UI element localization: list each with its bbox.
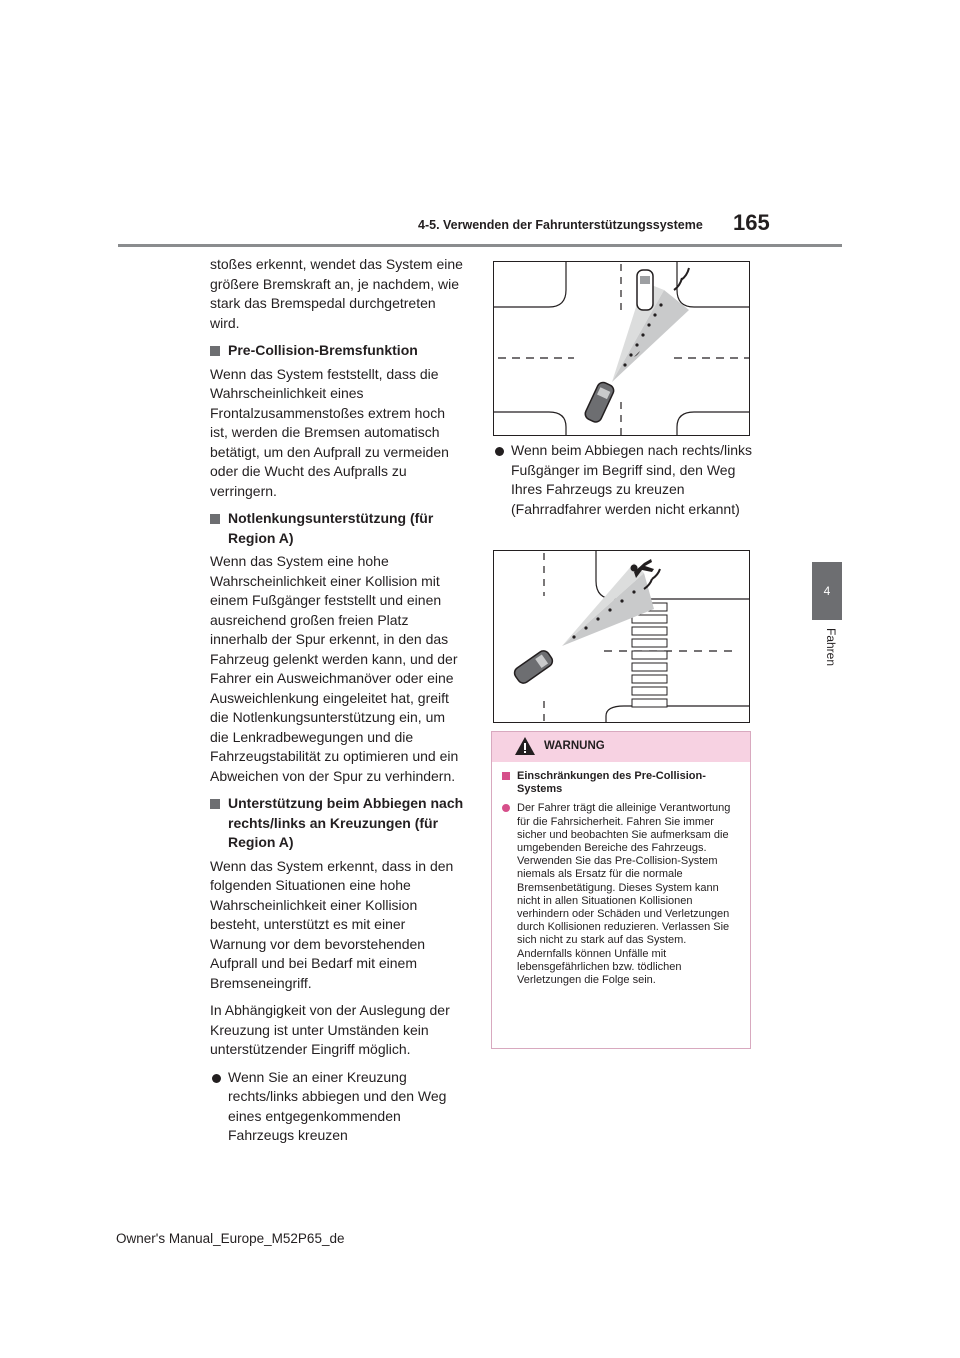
section-heading-text: Unterstützung beim Abbiegen nach rechts/links an Kreuzungen (für Region A) (228, 795, 464, 850)
warning-section-heading (502, 770, 742, 796)
footer-text: Owner's Manual_Europe_M52P65_de (116, 1231, 345, 1246)
section-square-icon (210, 799, 220, 809)
chapter-label: Fahren (824, 628, 838, 667)
bullet-text: Wenn beim Abbiegen nach rechts/links Fußgänger im Begriff sind, den Weg Ihres Fahrzeugs zu kreuzen (Fahrradfahrer werden nicht erkannt) (511, 442, 752, 517)
chapter-tab[interactable]: 4 (812, 562, 842, 620)
section-heading (210, 794, 465, 853)
bullet-dot-icon (212, 1074, 221, 1083)
section-paragraph: Wenn das System erkennt, dass in den folgenden Situationen eine hohe Wahrscheinlichkeit einer Kollision besteht, unterstützt es mit einer Warnung vor dem bevorstehenden Aufprall und bei Bedarf mit einem Bremseneingriff. (210, 857, 454, 991)
section-square-icon (210, 514, 220, 524)
bullet-text: Wenn Sie an einer Kreuzung rechts/links abbiegen und den Weg eines entgegenkommenden Fahrzeugs kreuzen (228, 1068, 447, 1143)
warning-section-text: Einschränkungen des Pre-Collision-Systems (517, 770, 706, 796)
section-paragraph: Wenn das System feststellt, dass die Wahrscheinlichkeit eines Frontalzusammenstoßes extrem hoch ist, werden die Bremsen automatisch betätigt, um den Aufprall zu vermeiden oder die Wucht des Aufpralls zu verringern. (210, 365, 449, 499)
section-heading-text: Pre-Collision-Bremsfunktion (228, 342, 418, 358)
left-column (210, 255, 465, 1154)
warning-triangle-icon (514, 736, 536, 756)
warning-item (502, 802, 742, 987)
section-paragraph: In Abhängigkeit von der Auslegung der Kreuzung ist unter Umständen kein unterstützender Eingriff möglich. (210, 1002, 450, 1057)
warning-square-icon (502, 772, 510, 780)
intersection-pedestrian-figure (493, 550, 750, 723)
warning-header (492, 732, 750, 762)
intersection-oncoming-vehicle-figure (493, 261, 750, 436)
section-square-icon (210, 346, 220, 356)
section-heading-text: Notlenkungsunterstützung (für Region A) (228, 510, 434, 546)
intro-paragraph: stoßes erkennt, wendet das System eine größere Bremskraft an, je nachdem, wie stark das Bremspedal durchgetreten wird. (210, 256, 463, 331)
warning-text: Der Fahrer trägt die alleinige Verantwortung für die Fahrsicherheit. Fahren Sie immer sicher und beobachten Sie aufmerksam die umgebenden Bereiche des Fahrzeugs. (517, 802, 731, 855)
warning-body (492, 762, 750, 987)
bullet-row (493, 441, 753, 519)
warning-title: WARNUNG (544, 740, 605, 752)
header-rule (118, 244, 842, 247)
section-paragraph: Wenn das System eine hohe Wahrscheinlichkeit einer Kollision mit einem Fußgänger feststellt und einen ausreichend großen freien Platz innerhalb der Spur erkennt, in den das Fahrzeug gelenkt werden kann, und der Fahrer ein Ausweichmanöver oder eine Ausweichlenkung eingeleitet hat, greift die Notlenkungsunterstützung ein, um die Lenkradbewegungen und die Fahrzeugstabilität zu optimieren und ein Abweichen von der Spur zu verhindern. (210, 553, 459, 784)
header-section-title: 4-5. Verwenden der Fahrunterstützungssysteme (418, 218, 703, 232)
page-number: 165 (733, 210, 770, 235)
bullet-item (210, 1068, 465, 1146)
bullet-dot-icon (495, 447, 504, 456)
warning-box (491, 731, 751, 1049)
section-heading (210, 509, 465, 548)
warning-dot-icon (502, 804, 510, 812)
bullet-item (493, 441, 753, 527)
section-heading (210, 341, 465, 361)
warning-text: Verwenden Sie das Pre-Collision-System niemals als Ersatz für die normale Bremsenbetätigung. Dieses System kann nicht in allen Situationen Kollisionen verhindern oder Schäden und Verletzungen durch Kollisionen reduzieren. Verlassen Sie sich nicht zu stark auf das System. Andernfalls können Unfälle mit lebensgefährlichen bzw. tödlichen Verletzungen die Folge sein. (517, 855, 730, 987)
